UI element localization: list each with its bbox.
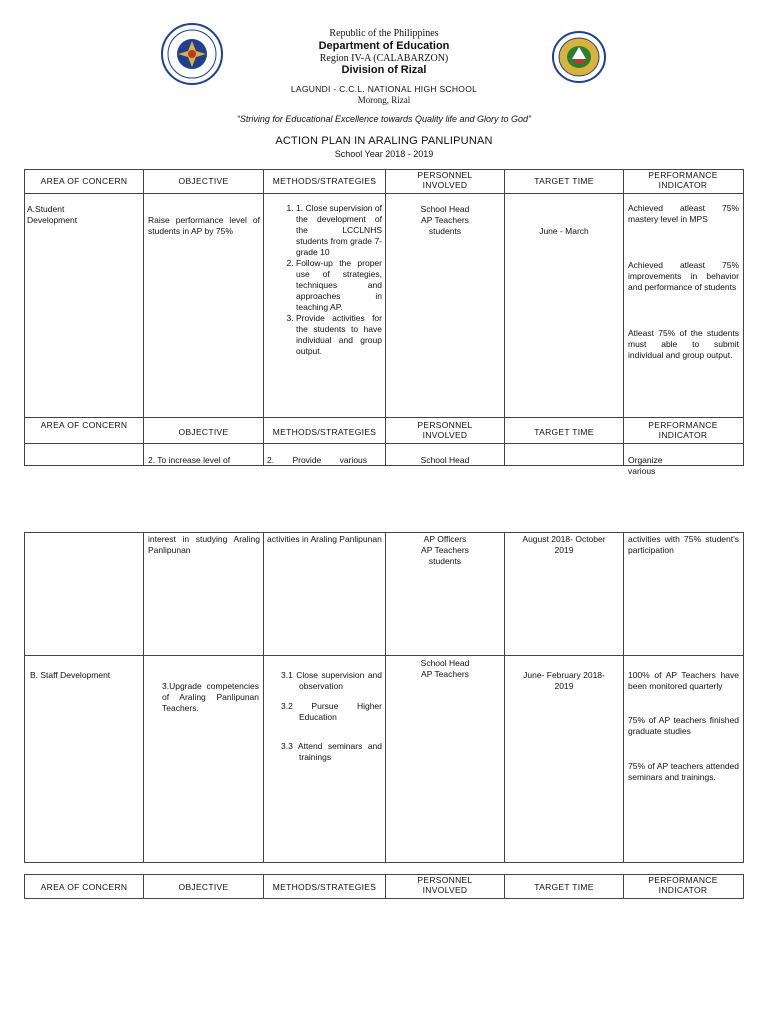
personnel-b [386,658,504,680]
indicator-b-2: 75% of AP teachers finished graduate studies [628,715,739,736]
col-header-target: TARGET TIME [534,882,594,892]
objective-upgrade-competencies: 3.Upgrade competencies of Araling Panlipunan Teachers. [162,681,259,713]
region-line: Region IV-A (CALABARZON) [319,53,449,64]
personnel-2 [386,534,504,567]
col-header-objective: OBJECTIVE [178,882,229,892]
col-header-indicator: PERFORMANCE INDICATOR [648,170,718,190]
objective-raise-performance: Raise performance level of students in AP by 75% [148,215,260,236]
method-item: 1. 1. Close supervision of the development of the LCCLNHS students from grade 7-grade 10 [296,203,382,258]
col-header-area: AREA OF CONCERN [40,882,128,892]
objective-increase-interest-start: 2. To increase level of [148,455,231,465]
col-header-area: AREA OF CONCERN [40,420,128,430]
indicator-2: activities with 75% student's participation [628,534,739,555]
col-header-target: TARGET TIME [534,427,594,437]
indicator-a-1: Achieved atleast 75% mastery level in MPS [628,203,739,224]
methods-provide-various: activities in Araling Panlipunan [267,534,382,544]
school-town: Morong, Rizal [357,95,411,105]
col-header-indicator: PERFORMANCE INDICATOR [648,875,718,895]
indicator-a-3: Atleast 75% of the students must able to submit individual and group output. [628,328,739,360]
school-motto: “Striving for Educational Excellence towards Quality life and Glory to God” [236,114,532,124]
personnel-item: AP Teachers [421,545,469,555]
target-time-a: June - March [539,226,589,236]
indicator-2-start: Organize various [628,455,663,476]
target-time-2: August 2018- October 2019 [522,534,606,555]
col-header-methods: METHODS/STRATEGIES [272,176,377,186]
methods-provide-various-start: 2. Provide various [267,455,368,465]
indicator-a-2: Achieved atleast 75% improvements in behavior and performance of students [628,260,739,292]
method-item: 3.1 Close supervision and observation [281,670,382,691]
col-header-methods: METHODS/STRATEGIES [272,427,377,437]
target-time-b: June- February 2018-2019 [523,670,605,691]
method-item: 3.3 Attend seminars and trainings [281,741,382,762]
method-item: 3.2 Pursue Higher Education [281,701,382,722]
department-name: Department of Education [318,40,450,52]
col-header-area: AREA OF CONCERN [40,176,128,186]
personnel-item: School Head [420,658,470,668]
method-item: 2. Follow-up the proper use of strategies, techniques and approaches in teaching AP. [296,258,382,313]
indicator-b-1: 100% of AP Teachers have been monitored quarterly [628,670,739,691]
personnel-item: AP Teachers [421,215,469,225]
method-item: 3. Provide activities for the students to have individual and group output. [296,313,382,357]
personnel-item: students [428,226,462,236]
methods-list-b [281,670,382,763]
personnel-2-start: School Head [420,455,470,465]
methods-list-a [278,203,382,357]
col-header-objective: OBJECTIVE [178,176,229,186]
col-header-indicator: PERFORMANCE INDICATOR [648,420,718,440]
page-title: ACTION PLAN IN ARALING PANLIPUNAN [275,135,493,147]
col-header-personnel: PERSONNEL INVOLVED [417,875,473,895]
objective-increase-interest: interest in studying Araling Panlipunan [148,534,260,555]
republic-line: Republic of the Philippines [329,28,439,39]
col-header-objective: OBJECTIVE [178,427,229,437]
col-header-target: TARGET TIME [534,176,594,186]
personnel-item: AP Officers [423,534,467,544]
division-name: Division of Rizal [341,64,427,76]
col-header-personnel: PERSONNEL INVOLVED [417,420,473,440]
indicator-b-3: 75% of AP teachers attended seminars and trainings. [628,761,739,782]
personnel-item: students [428,556,462,566]
area-student-development: A.Student Development [27,204,78,225]
school-name: LAGUNDI - C.C.L. NATIONAL HIGH SCHOOL [290,84,478,94]
personnel-item: School Head [420,204,470,214]
school-year: School Year 2018 - 2019 [334,149,434,159]
personnel-item: AP Teachers [421,669,469,679]
personnel-a [386,204,504,237]
col-header-personnel: PERSONNEL INVOLVED [417,170,473,190]
area-staff-development: B. Staff Development [30,670,111,680]
col-header-methods: METHODS/STRATEGIES [272,882,377,892]
